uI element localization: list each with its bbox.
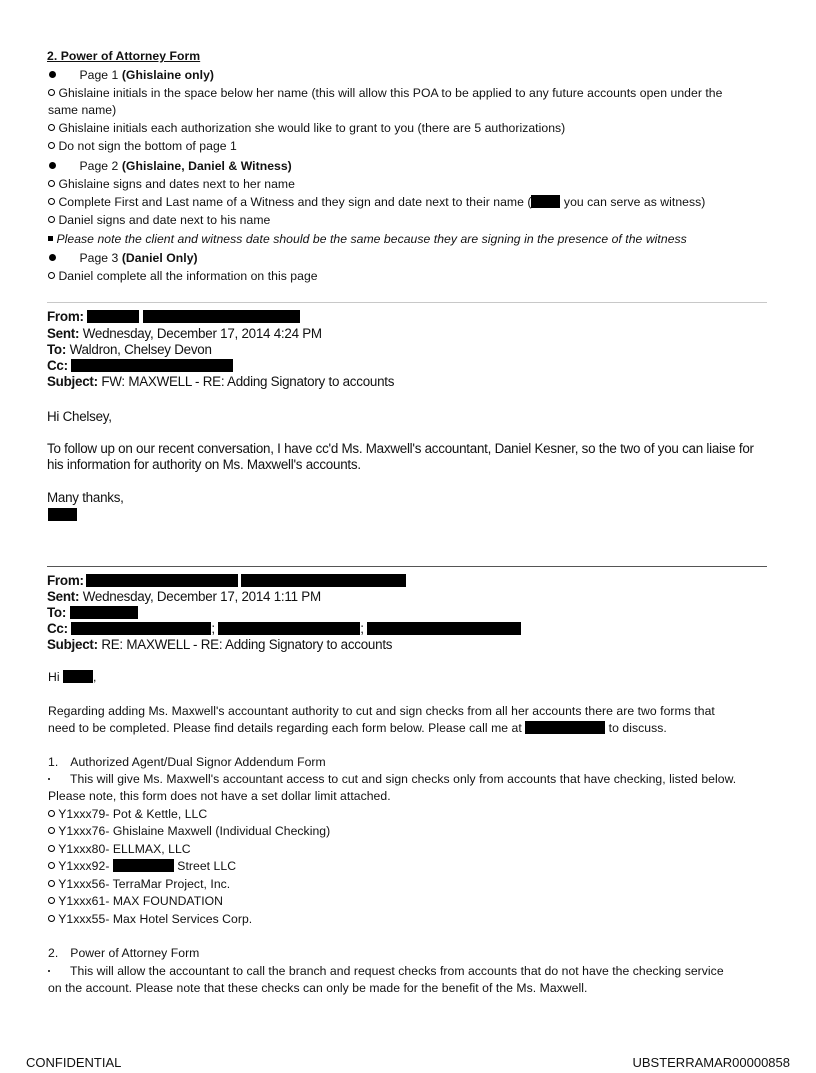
redaction: [113, 859, 174, 872]
circle-bullet-icon: [48, 180, 55, 187]
account-item: Y1xxx56- TerraMar Project, Inc.: [48, 877, 230, 891]
footer-confidential: CONFIDENTIAL: [26, 1055, 122, 1070]
circle-bullet-icon: [48, 862, 55, 869]
email1-cc: Cc:: [47, 358, 233, 373]
circle-bullet-icon: [48, 845, 55, 852]
redaction: [143, 310, 300, 323]
list-item: Ghislaine initials each authorization she would like to grant to you (there are 5 authorizations): [48, 121, 565, 135]
circle-bullet-icon: [48, 198, 55, 205]
list-item: same name): [48, 103, 117, 117]
redaction: [531, 195, 560, 208]
email2-subject: Subject: RE: MAXWELL - RE: Adding Signatory to accounts: [47, 637, 393, 652]
email2-intro-line1: Regarding adding Ms. Maxwell's accountant authority to cut and sign checks from all her accounts there are two forms that: [48, 704, 715, 718]
email2-to: To:: [47, 605, 138, 620]
email1-body: To follow up on our recent conversation, I have cc'd Ms. Maxwell's accountant, Daniel Kesner, so the two of you can liaise for his information for authority on Ms. Maxwell's accounts.: [47, 441, 754, 472]
email2-intro-line2: need to be completed. Please find details regarding each form below. Please call me at to discuss.: [48, 721, 667, 735]
redaction: [48, 508, 77, 521]
redaction: [367, 622, 521, 635]
list-item: Ghislaine initials in the space below her name (this will allow this POA to be applied to any future accounts open under the: [48, 86, 722, 100]
bullet-icon: [49, 254, 56, 261]
circle-bullet-icon: [48, 142, 55, 149]
redaction: [71, 622, 211, 635]
form1-title-row: 1. Authorized Agent/Dual Signor Addendum Form: [48, 755, 326, 769]
account-item: Y1xxx80- ELLMAX, LLC: [48, 842, 191, 856]
page3-row: Page 3 (Daniel Only): [49, 251, 198, 265]
email1-from: From:: [47, 309, 300, 324]
redaction: [218, 622, 360, 635]
circle-bullet-icon: [48, 880, 55, 887]
email1-subject: Subject: FW: MAXWELL - RE: Adding Signatory to accounts: [47, 374, 395, 389]
email2-greeting: Hi ,: [48, 670, 97, 684]
redaction: [241, 574, 406, 587]
form2-title-row: 2. Power of Attorney Form: [48, 946, 200, 960]
circle-bullet-icon: [48, 89, 55, 96]
email2-sent: Sent: Wednesday, December 17, 2014 1:11 PM: [47, 589, 321, 604]
circle-bullet-icon: [48, 897, 55, 904]
redaction: [87, 310, 139, 323]
circle-bullet-icon: [48, 827, 55, 834]
square-bullet-icon: [48, 236, 53, 241]
list-item: Daniel signs and date next to his name: [48, 213, 270, 227]
redaction: [63, 670, 93, 683]
email2-cc: Cc: ; ;: [47, 621, 521, 636]
dot-bullet-icon: [48, 970, 50, 972]
account-item: Y1xxx79- Pot & Kettle, LLC: [48, 807, 207, 821]
bullet-icon: [49, 162, 56, 169]
redaction: [525, 721, 605, 734]
form2-desc-line1: This will allow the accountant to call the branch and request checks from accounts that do not have the checking service: [48, 964, 724, 978]
circle-bullet-icon: [48, 124, 55, 131]
redaction: [70, 606, 138, 619]
email1-to: To: Waldron, Chelsey Devon: [47, 342, 212, 357]
circle-bullet-icon: [48, 810, 55, 817]
email1-greeting: Hi Chelsey,: [47, 409, 112, 424]
poa-note: Please note the client and witness date should be the same because they are signing in the presence of the witness: [48, 232, 687, 246]
list-item: Ghislaine signs and dates next to her name: [48, 177, 295, 191]
redaction: [86, 574, 238, 587]
bullet-icon: [49, 71, 56, 78]
form2-desc-line2: on the account. Please note that these checks can only be made for the benefit of the Ms. Maxwell.: [48, 981, 588, 995]
list-item: Complete First and Last name of a Witness and they sign and date next to their name ( you can serve as witness): [48, 195, 705, 209]
circle-bullet-icon: [48, 915, 55, 922]
circle-bullet-icon: [48, 216, 55, 223]
divider: [47, 566, 767, 567]
email1-signoff: Many thanks,: [47, 490, 124, 505]
poa-heading: 2. Power of Attorney Form: [47, 49, 201, 63]
list-item: Daniel complete all the information on this page: [48, 269, 318, 283]
account-item: Y1xxx61- MAX FOUNDATION: [48, 894, 223, 908]
redaction: [71, 359, 233, 372]
page2-row: Page 2 (Ghislaine, Daniel & Witness): [49, 159, 292, 173]
circle-bullet-icon: [48, 272, 55, 279]
footer-bates-number: UBSTERRAMAR00000858: [632, 1055, 790, 1070]
account-item: Y1xxx55- Max Hotel Services Corp.: [48, 912, 252, 926]
page1-row: Page 1 (Ghislaine only): [49, 68, 214, 82]
dot-bullet-icon: [48, 778, 50, 780]
form1-desc-line2: Please note, this form does not have a set dollar limit attached.: [48, 789, 391, 803]
account-item: Y1xxx92- Street LLC: [48, 859, 236, 873]
email2-from: From:: [47, 573, 406, 588]
account-item: Y1xxx76- Ghislaine Maxwell (Individual Checking): [48, 824, 330, 838]
email1-sent: Sent: Wednesday, December 17, 2014 4:24 PM: [47, 326, 322, 341]
divider: [47, 302, 767, 303]
form1-desc-line1: This will give Ms. Maxwell's accountant access to cut and sign checks only from accounts that have checking, listed below.: [48, 772, 736, 786]
list-item: Do not sign the bottom of page 1: [48, 139, 237, 153]
